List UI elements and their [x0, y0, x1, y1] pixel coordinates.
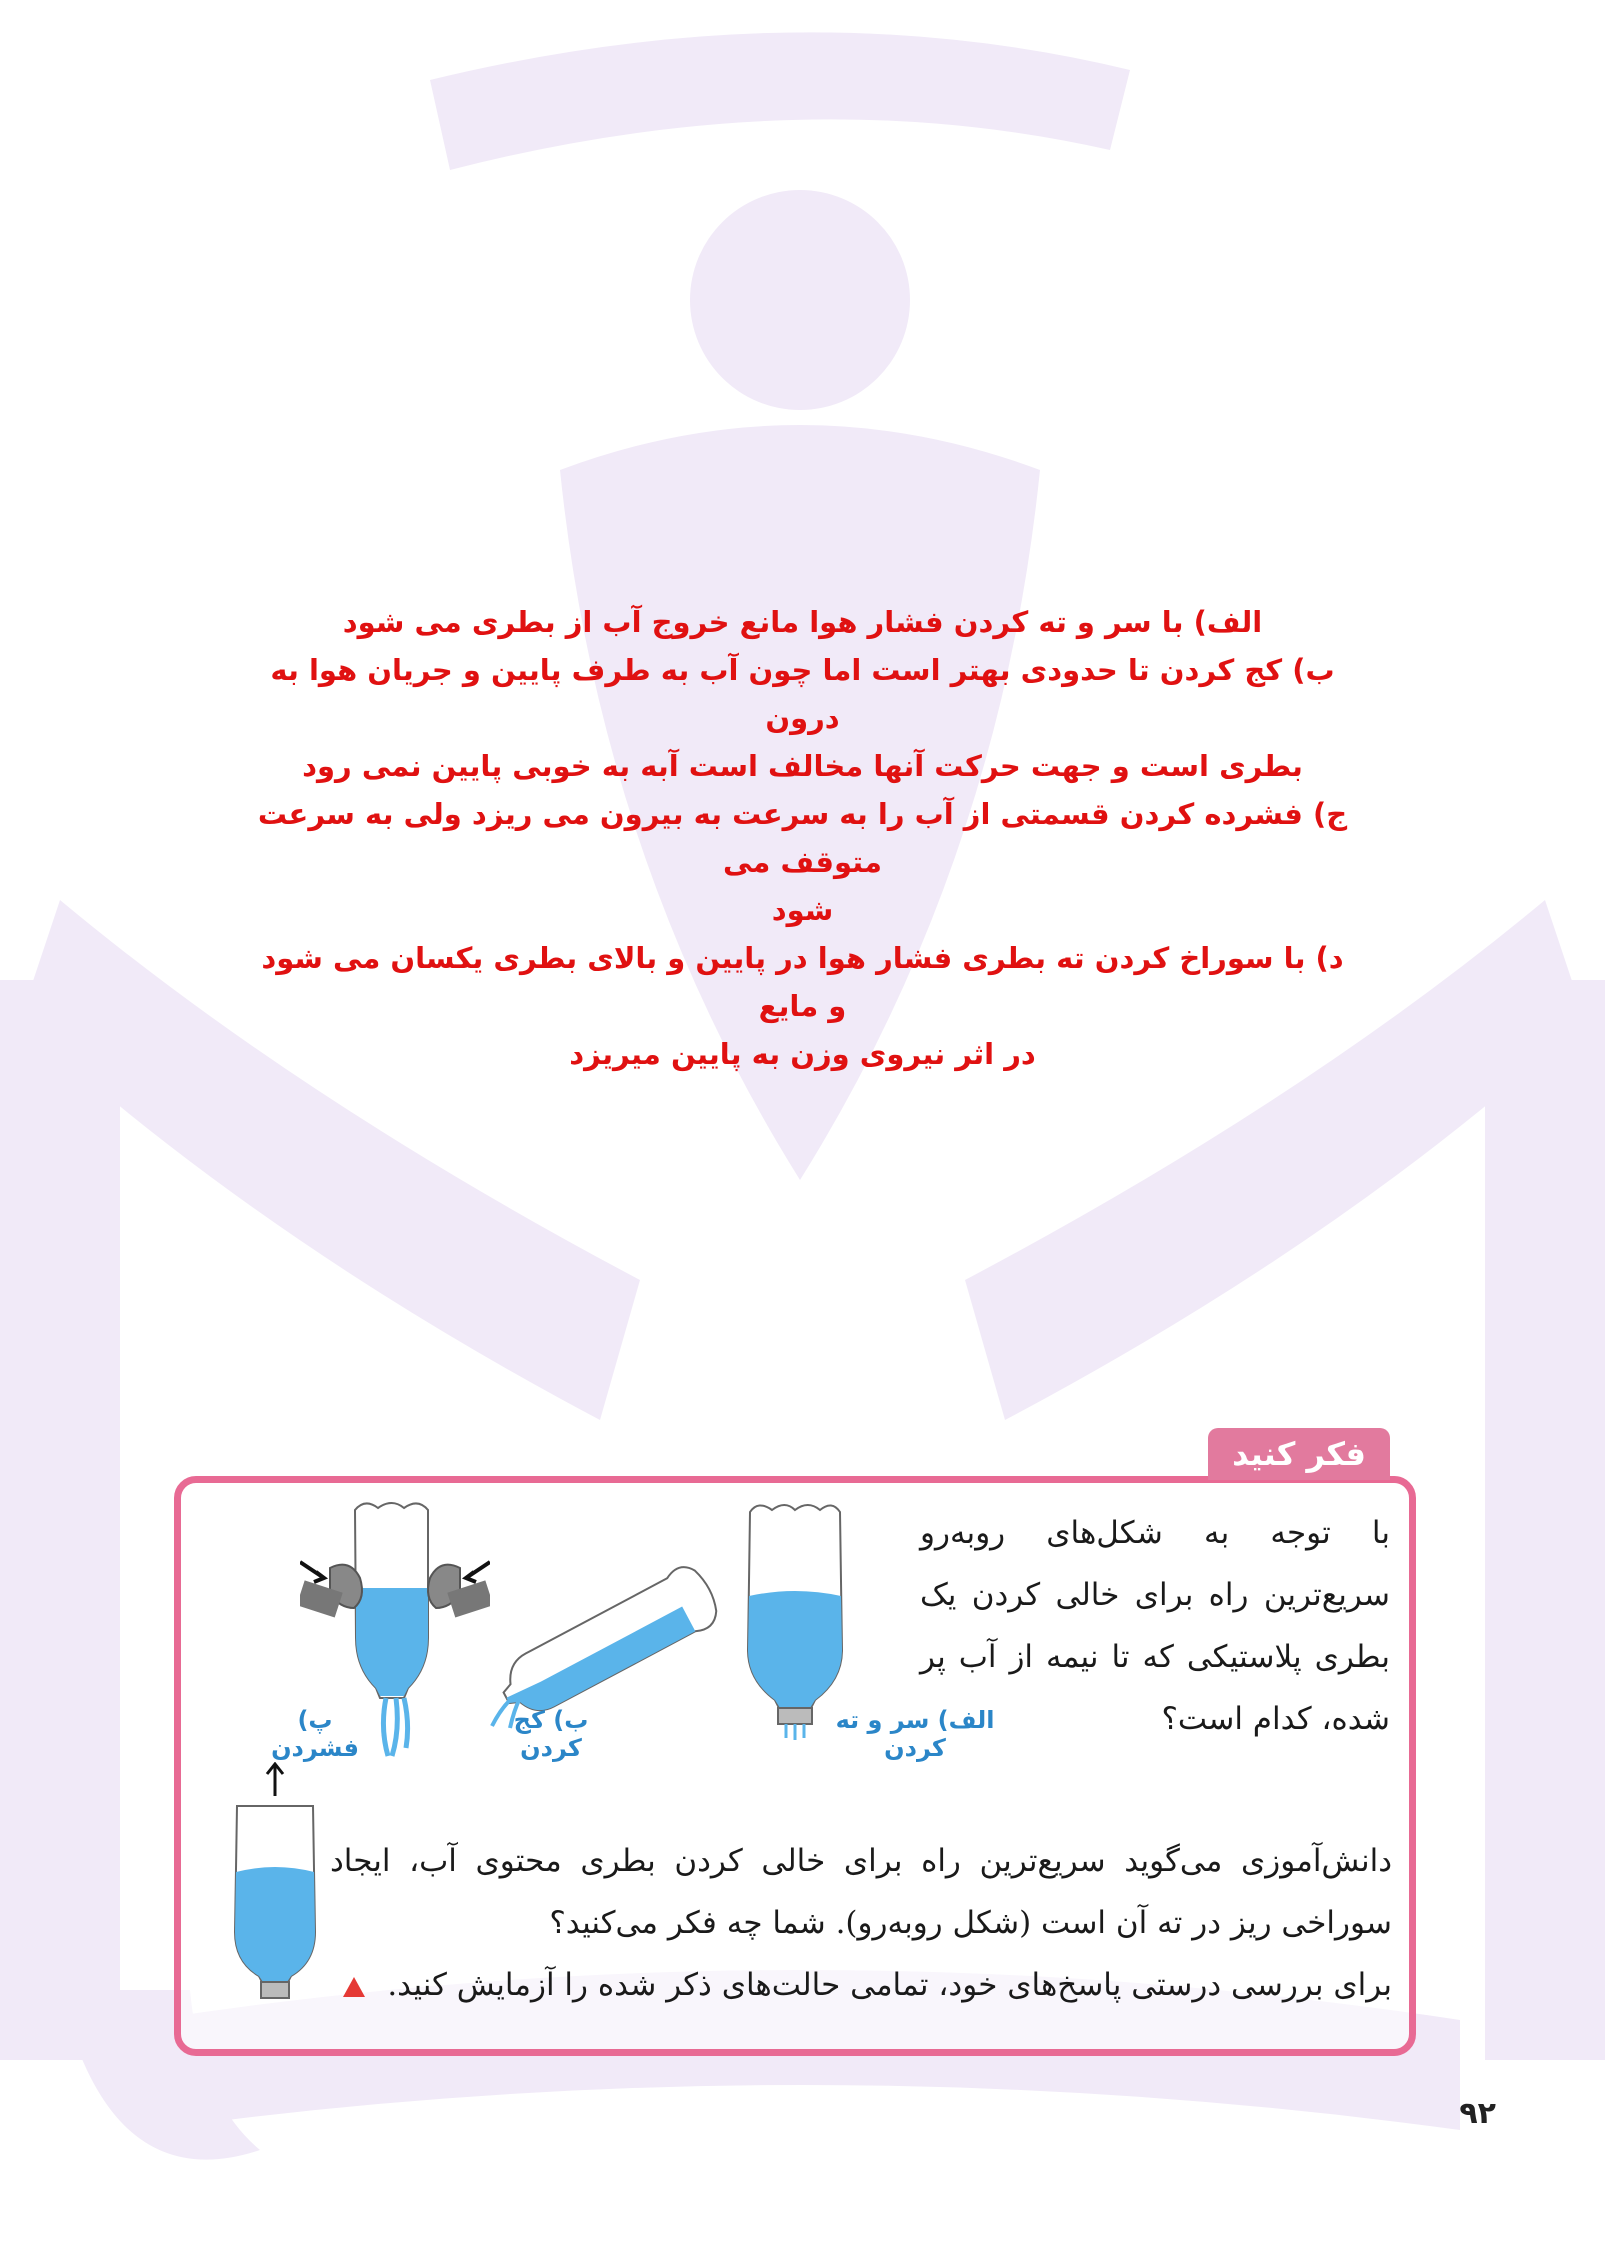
- answer-line-je: ج) فشرده کردن قسمتی از آب را به سرعت به بیرون می ریزد ولی به سرعت متوقف می: [257, 797, 1348, 879]
- instruction-test-all: [330, 1954, 1392, 2016]
- warning-triangle-icon: [341, 1975, 367, 1999]
- answer-line-dal: د) با سوراخ کردن ته بطری فشار هوا در پایین و بالای بطری یکسان می شود و مایع: [261, 941, 1344, 1023]
- answer-line-be-cont: بطری است و جهت حرکت آنها مخالف است آبه به خوبی پایین نمی رود: [302, 749, 1303, 783]
- caption-alef: الف) سر و ته کردن: [835, 1706, 995, 1762]
- question-fastest-way: با توجه به شکل‌های روبه‌رو سریع‌ترین راه برای خالی کردن یک بطری پلاستیکی که تا نیمه از آب پر شده، کدام است؟: [920, 1515, 1390, 1737]
- caption-be: ب) کج کردن: [513, 1706, 589, 1762]
- bottle-with-hole-figure: [225, 1762, 325, 2012]
- question-small-hole: دانش‌آموزی می‌گوید سریع‌ترین راه برای خالی کردن بطری محتوی آب، ایجاد سوراخی ریز در ته آن است (شکل روبه‌رو). شما چه فکر می‌کنید؟: [330, 1843, 1392, 1941]
- answer-line-je-cont: شود: [771, 893, 834, 927]
- answer-line-be: ب) کج کردن تا حدودی بهتر است اما چون آب به طرف پایین و جریان هوا به درون: [270, 653, 1335, 735]
- upside-down-bottle-figure: [740, 1500, 850, 1740]
- instruction-text: برای بررسی درستی پاسخ‌های خود، تمامی حالت‌های ذکر شده را آزمایش کنید.: [387, 1967, 1392, 2003]
- caption-pe: پ) فشردن: [271, 1706, 359, 1762]
- answer-text-block: [250, 598, 1355, 1078]
- answer-line-dal-cont: در اثر نیروی وزن به پایین میریزد: [569, 1037, 1036, 1071]
- answer-line-alef: الف) با سر و ته کردن فشار هوا مانع خروج آب از بطری می شود: [342, 605, 1263, 639]
- think-box-title: فکر کنید: [1208, 1428, 1390, 1480]
- page-number: ۹۲: [1459, 2096, 1496, 2131]
- tilted-bottle-figure: [490, 1550, 740, 1730]
